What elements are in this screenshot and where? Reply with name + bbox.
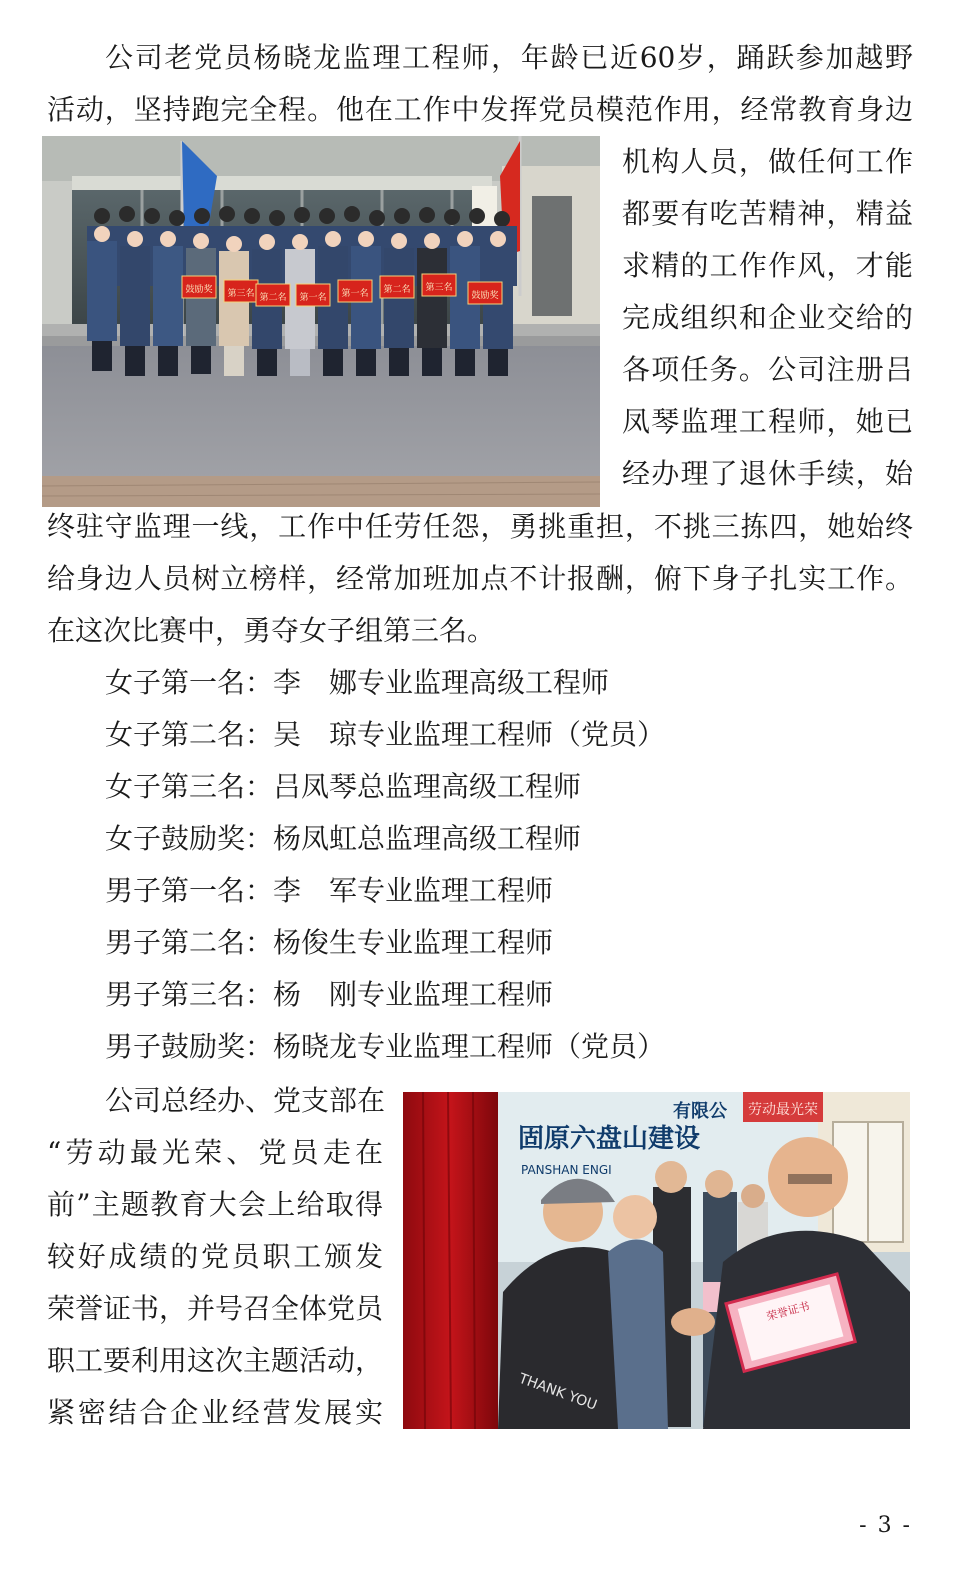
award-line: 女子第一名：李 娜专业监理高级工程师 (105, 666, 610, 699)
award-line: 女子第三名：吕凤琴总监理高级工程师 (105, 770, 582, 803)
banner-text: 固原六盘山建设 (518, 1124, 701, 1154)
paragraph1-line-12: 在这次比赛中，勇夺女子组第三名。 (47, 614, 496, 647)
placard-text: 鼓励奖 (471, 291, 499, 301)
placard-text: 第二名 (259, 293, 287, 303)
paragraph1-line-11: 给身边人员树立榜样，经常加班加点不计报酬，俯下身子扎实工作。 (47, 562, 913, 595)
placard-text: 第三名 (227, 289, 255, 299)
group-photo (42, 136, 600, 507)
placard-text: 第二名 (383, 285, 411, 295)
paragraph2-line-1: 公司总经办、党支部在 (105, 1084, 386, 1117)
banner-english-text: PANSHAN ENGI (521, 1163, 612, 1177)
paragraph2-line-2: “劳动最光荣、党员走在 (47, 1136, 383, 1169)
paragraph2-line-7: 紧密结合企业经营发展实 (47, 1396, 383, 1429)
paragraph2-line-3: 前”主题教育大会上给取得 (47, 1188, 383, 1221)
paragraph1-line-4: 都要有吃苦精神，精益 (622, 197, 913, 230)
placard-text: 第三名 (425, 283, 453, 293)
paragraph1-line-2: 活动，坚持跑完全程。他在工作中发挥党员模范作用，经常教育身边 (47, 93, 913, 126)
placard-text: 第一名 (299, 293, 327, 303)
paragraph1-line-10: 终驻守监理一线，工作中任劳任怨，勇挑重担，不挑三拣四，她始终 (47, 510, 913, 543)
paragraph2-line-6: 职工要利用这次主题活动， (47, 1344, 384, 1377)
award-line: 女子鼓励奖：杨凤虹总监理高级工程师 (105, 822, 582, 855)
page-number: - 3 - (859, 1513, 912, 1538)
paragraph1-line-7: 各项任务。公司注册吕 (622, 353, 913, 386)
award-line: 男子鼓励奖：杨晓龙专业监理工程师（党员） (105, 1030, 666, 1063)
jacket-text: THANK YOU (516, 1370, 599, 1414)
paragraph1-line-5: 求精的工作作风，才能 (622, 249, 913, 282)
award-line: 男子第二名：杨俊生专业监理工程师 (105, 926, 554, 959)
award-line: 男子第三名：杨 刚专业监理工程师 (105, 978, 554, 1011)
paragraph1-line-6: 完成组织和企业交给的 (622, 301, 913, 334)
placard-text: 鼓励奖 (185, 285, 213, 295)
certificate-title: 荣誉证书 (765, 1299, 812, 1324)
banner-text-2: 有限公 (673, 1101, 727, 1122)
paragraph1-line-1: 公司老党员杨晓龙监理工程师，年龄已近60岁，踊跃参加越野 (105, 41, 913, 74)
award-line: 女子第二名：吴 琼专业监理工程师（党员） (105, 718, 666, 751)
paragraph2-line-4: 较好成绩的党员职工颁发 (47, 1240, 383, 1273)
paragraph1-line-8: 凤琴监理工程师，她已 (622, 405, 913, 438)
award-line: 男子第一名：李 军专业监理工程师 (105, 874, 554, 907)
paragraph1-line-9: 经办理了退休手续，始 (622, 457, 913, 490)
paragraph1-line-3: 机构人员，做任何工作 (622, 145, 913, 178)
award-ceremony-photo (403, 1092, 910, 1429)
paragraph2-line-5: 荣誉证书，并号召全体党员 (47, 1292, 384, 1325)
red-banner-text: 劳动最光荣 (748, 1102, 818, 1118)
placard-text: 第一名 (341, 289, 369, 299)
